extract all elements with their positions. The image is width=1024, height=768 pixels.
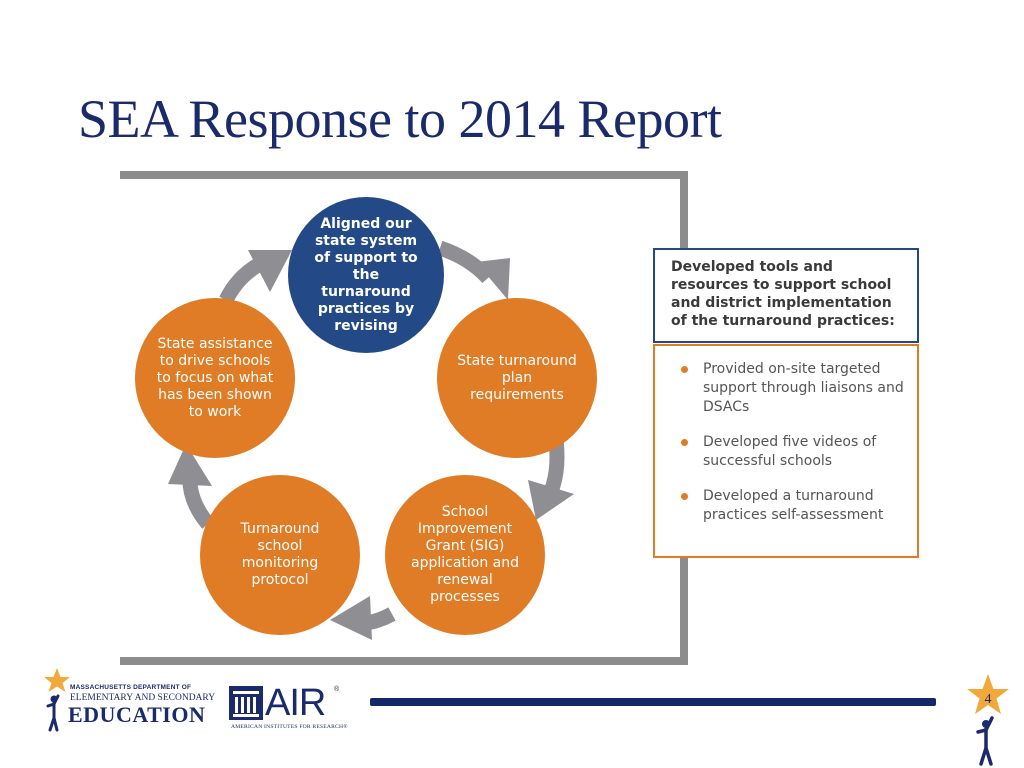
cycle-node-monitoring-label: Turnaround school monitoring protocol bbox=[240, 521, 320, 588]
air-logo-registered: ® bbox=[334, 686, 340, 693]
air-logo-name: AIR bbox=[265, 682, 326, 724]
cycle-node-state-turnaround bbox=[437, 298, 597, 458]
bullet-icon bbox=[681, 439, 688, 446]
tools-list-box bbox=[653, 344, 919, 558]
list-item bbox=[675, 360, 907, 417]
tools-heading: Developed tools and resources to support school and district implementation of the turnaround practices: bbox=[671, 259, 895, 329]
mass-doe-logo bbox=[42, 666, 216, 732]
page-number-badge bbox=[962, 672, 1014, 768]
cycle-node-sig-label: School Improvement Grant (SIG) application and renewal processes bbox=[410, 504, 519, 605]
star-figure-icon bbox=[962, 672, 1014, 768]
list-item bbox=[675, 433, 907, 471]
cycle-node-state-turnaround-label: State turnaround plan requirements bbox=[457, 352, 577, 403]
cycle-node-aligned-system-label: Aligned our state system of support to the turnaround practices by revising bbox=[314, 215, 418, 334]
cycle-node-monitoring bbox=[200, 475, 360, 635]
cycle-node-aligned-system bbox=[288, 197, 444, 353]
page-title: SEA Response to 2014 Report bbox=[78, 89, 722, 149]
cycle-node-state-assistance bbox=[135, 298, 295, 458]
page-number: 4 bbox=[984, 692, 992, 707]
tools-heading-box bbox=[653, 248, 919, 343]
air-logo bbox=[229, 682, 348, 734]
list-item-text: Developed five videos of successful schools bbox=[703, 434, 877, 469]
mass-doe-line2: ELEMENTARY AND SECONDARY bbox=[70, 693, 216, 703]
air-building-icon bbox=[229, 686, 263, 720]
list-item bbox=[675, 487, 907, 525]
mass-doe-line1: MASSACHUSETTS DEPARTMENT OF bbox=[70, 684, 192, 691]
cycle-node-state-assistance-label: State assistance to drive schools to focus on what has been shown to work bbox=[156, 335, 274, 420]
air-logo-subtitle: AMERICAN INSTITUTES FOR RESEARCH® bbox=[231, 724, 348, 730]
cycle-node-sig bbox=[385, 475, 545, 635]
footer-divider bbox=[370, 698, 936, 706]
mass-doe-line3: EDUCATION bbox=[68, 702, 206, 727]
bullet-icon bbox=[681, 366, 688, 373]
bullet-icon bbox=[681, 493, 688, 500]
list-item-text: Provided on-site targeted support through liaisons and DSACs bbox=[703, 361, 904, 415]
list-item-text: Developed a turnaround practices self-assessment bbox=[703, 488, 884, 523]
